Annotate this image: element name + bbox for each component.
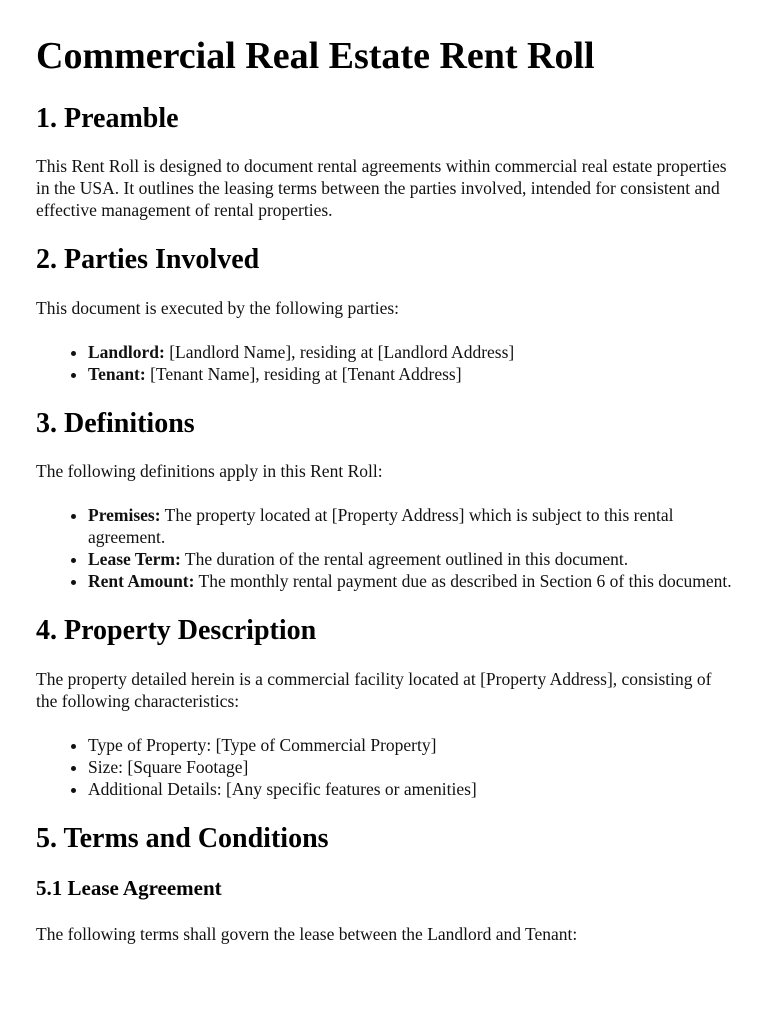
section-paragraph: This document is executed by the following parties: (36, 297, 400, 318)
list-item: • Size: [Square Footage] (88, 756, 734, 778)
parties-list (36, 341, 734, 385)
list-item-term: Rent Amount: (88, 571, 195, 592)
list-item: • Additional Details: [Any specific features or amenities] (88, 778, 734, 800)
section-paragraph: The property detailed herein is a commercial facility located at [Property Address], consisting of the following characteristics: (36, 668, 712, 711)
list-item: • Type of Property: [Type of Commercial Property] (88, 734, 734, 756)
list-item-text: The property located at [Property Address] which is subject to this rental agreement. (88, 505, 674, 548)
section-paragraph: The following definitions apply in this Rent Roll: (36, 461, 383, 482)
section-heading: 4. Property Description (36, 615, 317, 647)
list-item-text: [Landlord Name], residing at [Landlord Address] (164, 341, 515, 362)
section-heading: 1. Preamble (36, 102, 179, 134)
list-item-term: Landlord: (88, 341, 165, 362)
list-item-text: [Tenant Name], residing at [Tenant Address] (145, 363, 462, 384)
section-heading: 5. Terms and Conditions (36, 822, 329, 854)
section-parties (36, 243, 734, 385)
list-item (88, 341, 734, 363)
document-title: Commercial Real Estate Rent Roll (36, 35, 595, 77)
section-heading: 2. Parties Involved (36, 244, 260, 276)
list-item-term: Tenant: (88, 363, 146, 384)
subsection-heading: 5.1 Lease Agreement (36, 875, 222, 900)
list-item-term: Premises: (88, 505, 161, 526)
list-item-text: The duration of the rental agreement outlined in this document. (180, 549, 629, 570)
section-terms (36, 822, 734, 945)
section-preamble (36, 102, 734, 222)
list-item (88, 504, 734, 548)
list-item (88, 570, 734, 592)
section-heading: 3. Definitions (36, 407, 195, 439)
list-item-term: Lease Term: (88, 549, 181, 570)
section-paragraph: This Rent Roll is designed to document rental agreements within commercial real estate properties in the USA. It outlines the leasing terms between the parties involved, intended for consistent and effective management of rental properties. (36, 156, 727, 221)
list-item (88, 363, 734, 385)
section-paragraph: The following terms shall govern the lease between the Landlord and Tenant: (36, 923, 578, 944)
section-definitions (36, 407, 734, 593)
list-item-text: The monthly rental payment due as described in Section 6 of this document. (194, 571, 732, 592)
section-property (36, 614, 734, 800)
definitions-list (36, 504, 734, 592)
property-list (36, 734, 734, 800)
list-item (88, 548, 734, 570)
